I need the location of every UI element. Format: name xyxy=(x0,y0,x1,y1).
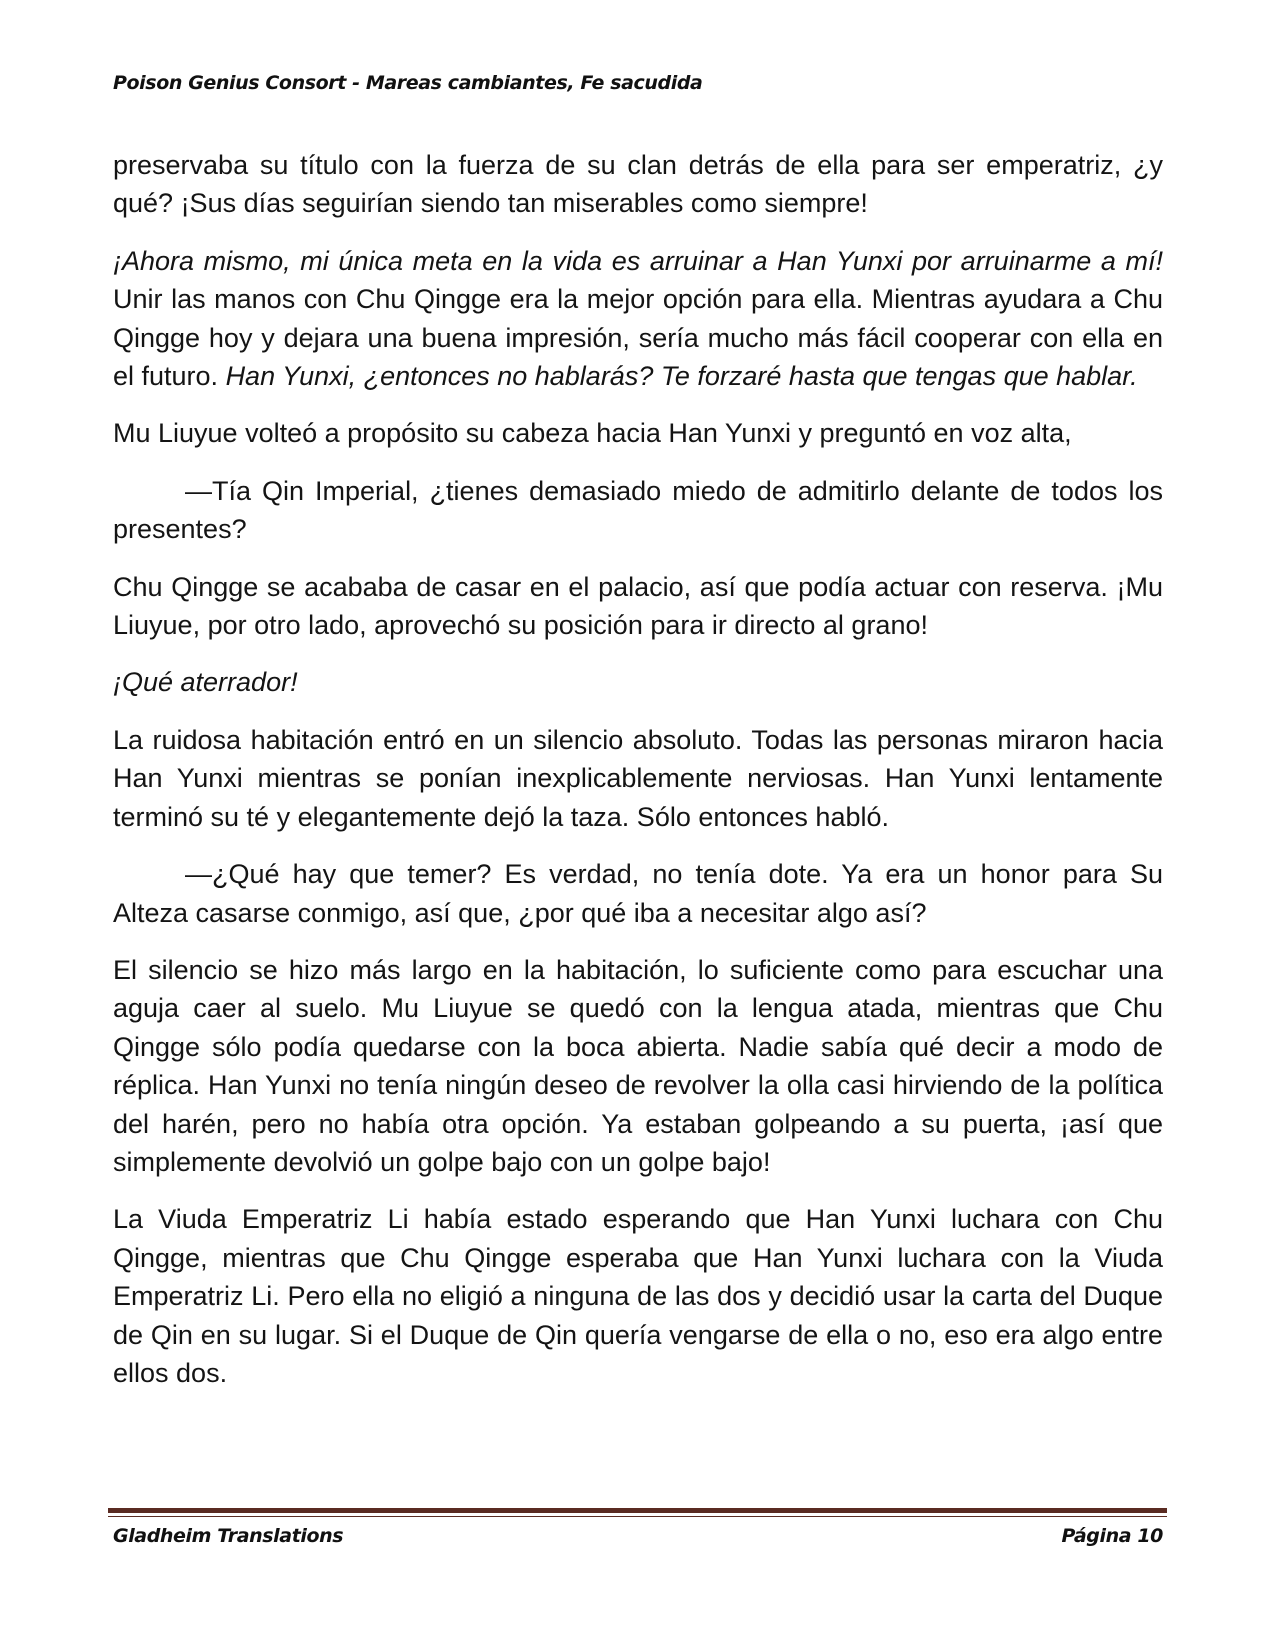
italic-thought: ¡Qué aterrador! xyxy=(113,667,298,698)
italic-thought: ¡Ahora mismo, mi única meta en la vida es arruinar a Han Yunxi por arruinarme a mí! xyxy=(113,245,1163,276)
page-number: Página 10 xyxy=(1061,1525,1163,1547)
paragraph: La Viuda Emperatriz Li había estado esperando que Han Yunxi luchara con Chu Qingge, mientras que Chu Qingge esperaba que Han Yunxi luchara con la Viuda Emperatriz Li. Pero ella no eligió a ninguna de las dos y decidió usar la carta del Duque de Qin en su lugar. Si el Duque de Qin quería vengarse de ella o no, eso era algo entre ellos dos. xyxy=(113,1204,1163,1388)
narration: Unir las manos con Chu Qingge era la mejor opción para ella. Mientras ayudara a Chu Qingge hoy y dejara una buena impresión, sería mucho más fácil cooperar con ella en el futuro. xyxy=(113,284,1163,392)
paragraph: La ruidosa habitación entró en un silencio absoluto. Todas las personas miraron hacia Han Yunxi mientras se ponían inexplicablemente nerviosas. Han Yunxi lentamente terminó su té y elegantemente dejó la taza. Sólo entonces habló. xyxy=(113,724,1163,832)
italic-thought: Han Yunxi, ¿entonces no hablarás? Te forzaré hasta que tengas que hablar. xyxy=(225,361,1138,392)
page-body xyxy=(113,146,1163,1411)
running-footer xyxy=(113,1525,1163,1547)
paragraph: Mu Liuyue volteó a propósito su cabeza hacia Han Yunxi y preguntó en voz alta, xyxy=(113,418,1072,449)
footer-credit: Gladheim Translations xyxy=(113,1525,344,1547)
dialogue-paragraph: —Tía Qin Imperial, ¿tienes demasiado miedo de admitirlo delante de todos los presentes? xyxy=(113,475,1163,545)
footer-rule-thin xyxy=(108,1516,1167,1517)
paragraph: Chu Qingge se acababa de casar en el palacio, así que podía actuar con reserva. ¡Mu Liuyue, por otro lado, aprovechó su posición para ir directo al grano! xyxy=(113,571,1163,641)
footer-rule-thick xyxy=(108,1508,1167,1513)
running-header: Poison Genius Consort - Mareas cambiantes, Fe sacudida xyxy=(113,72,703,94)
paragraph xyxy=(113,663,1163,701)
dialogue-paragraph: —¿Qué hay que temer? Es verdad, no tenía dote. Ya era un honor para Su Alteza casarse conmigo, así que, ¿por qué iba a necesitar algo así? xyxy=(113,859,1163,928)
paragraph: preservaba su título con la fuerza de su clan detrás de ella para ser emperatriz, ¿y qué? ¡Sus días seguirían siendo tan miserables como siempre! xyxy=(113,150,1163,219)
paragraph xyxy=(113,242,1163,396)
paragraph: El silencio se hizo más largo en la habitación, lo suficiente como para escuchar una aguja caer al suelo. Mu Liuyue se quedó con la lengua atada, mientras que Chu Qingge sólo podía quedarse con la boca abierta. Nadie sabía qué decir a modo de réplica. Han Yunxi no tenía ningún deseo de revolver la olla casi hirviendo de la política del harén, pero no había otra opción. Ya estaban golpeando a su puerta, ¡así que simplemente devolvió un golpe bajo con un golpe bajo! xyxy=(113,954,1163,1177)
